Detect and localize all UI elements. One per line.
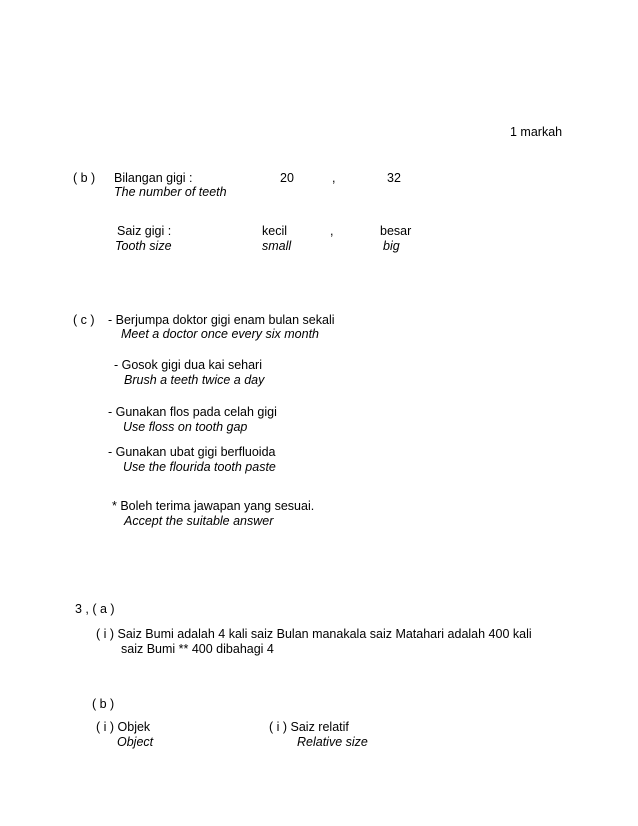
- teeth-value-2: 32: [387, 171, 401, 185]
- section-c-label: ( c ): [73, 313, 95, 327]
- answer-item: - Gunakan ubat gigi berfluoida: [108, 445, 276, 459]
- relative-size-column-header: ( i ) Saiz relatif: [269, 720, 349, 734]
- relative-size-column-header-translation: Relative size: [297, 735, 368, 749]
- comma-separator: ,: [330, 224, 334, 238]
- answer-item: - Berjumpa doktor gigi enam bulan sekali: [108, 313, 335, 327]
- object-column-header: ( i ) Objek: [96, 720, 151, 734]
- answer-3a-line-1: ( i ) Saiz Bumi adalah 4 kali saiz Bulan manakala saiz Matahari adalah 400 kali: [96, 627, 532, 641]
- answer-3a-line-2: saiz Bumi ** 400 dibahagi 4: [121, 642, 274, 656]
- answer-item-translation: Use floss on tooth gap: [123, 420, 248, 434]
- size-value-1-translation: small: [262, 239, 292, 253]
- object-column-header-translation: Object: [117, 735, 154, 749]
- teeth-count-label: Bilangan gigi :: [114, 171, 193, 185]
- answer-item-translation: Use the flourida tooth paste: [123, 460, 276, 474]
- section-b-label: ( b ): [73, 171, 96, 185]
- marks-label: 1 markah: [510, 125, 563, 139]
- question-3b-label: ( b ): [92, 697, 115, 711]
- question-3a-label: 3 , ( a ): [75, 602, 115, 616]
- answer-item-translation: Meet a doctor once every six month: [121, 327, 320, 341]
- marking-note: * Boleh terima jawapan yang sesuai.: [112, 499, 315, 513]
- marking-note-translation: Accept the suitable answer: [124, 514, 274, 528]
- size-value-2: besar: [380, 224, 412, 238]
- teeth-value-1: 20: [280, 171, 294, 185]
- tooth-size-label: Saiz gigi :: [117, 224, 172, 238]
- teeth-count-translation: The number of teeth: [114, 185, 227, 199]
- answer-item: - Gunakan flos pada celah gigi: [108, 405, 277, 419]
- answer-item-translation: Brush a teeth twice a day: [124, 373, 265, 387]
- tooth-size-translation: Tooth size: [115, 239, 172, 253]
- size-value-2-translation: big: [383, 239, 400, 253]
- comma-separator: ,: [332, 171, 336, 185]
- size-value-1: kecil: [262, 224, 288, 238]
- answer-item: - Gosok gigi dua kai sehari: [114, 358, 262, 372]
